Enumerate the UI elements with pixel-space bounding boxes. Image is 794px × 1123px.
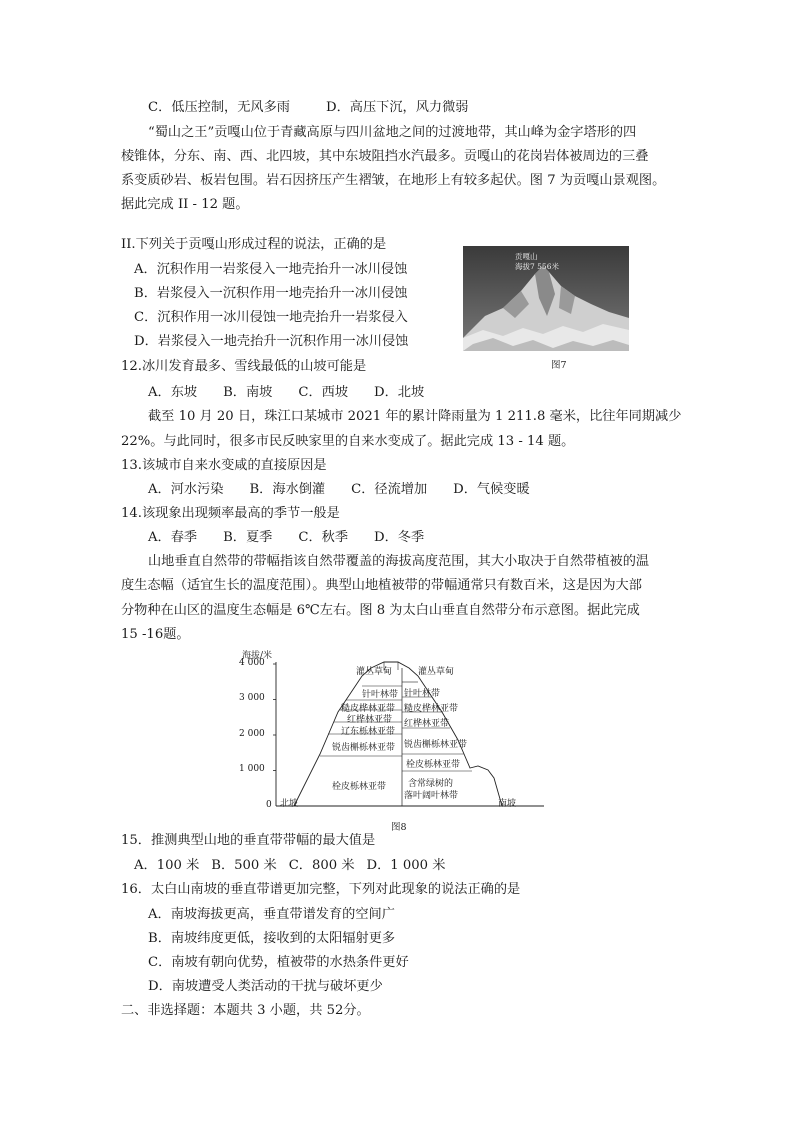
figure8-ytick-2000: 2 000 [239, 729, 265, 739]
q13-option-b: B．海水倒灌 [249, 482, 326, 497]
q14-option-b: B．夏季 [223, 530, 273, 545]
q13-options [148, 481, 556, 499]
figure8-south-slope-label: 南坡 [498, 799, 517, 809]
q14-options [148, 529, 450, 547]
passage1-line2: 棱锥体，分东、南、西、北四坡，其中东坡阻挡水汽最多。贡嘎山的花岗岩体被周边的三叠 [121, 149, 649, 164]
q12-option-a: A．东坡 [148, 385, 198, 400]
q12-option-b: B．南坡 [223, 385, 273, 400]
q11-option-a: A．沉积作用一岩浆侵入一地壳抬升一冰川侵蚀 [134, 262, 408, 277]
q13-option-d: D．气候变暖 [453, 482, 530, 497]
q11-option-c: C．沉积作用一冰川侵蚀一地壳抬升一岩浆侵入 [134, 310, 408, 325]
q15-options [134, 857, 445, 875]
q14-option-c: C．秋季 [298, 530, 349, 545]
passage1-line4: 据此完成 II - 12 题。 [121, 197, 249, 212]
q10-option-d: D．高压下沉，风力微弱 [326, 100, 469, 115]
south-belt-coniferous: 针叶林带 [404, 689, 441, 699]
south-belt-evergreen-line1: 含常绿树的 [408, 779, 454, 789]
passage3-line2: 度生态幅（适宜生长的温度范围）。典型山地植被带的带幅通常只有数百米，这是因为大部 [121, 578, 642, 593]
passage2-line1: 截至 10 月 20 日，珠江口某城市 2021 年的累计降雨量为 1 211.8 毫米，比往年同期减少 [148, 409, 682, 424]
figure8-vertical-zonation-diagram [236, 646, 556, 814]
passage3-line1: 山地垂直自然带的带幅指该自然带覆盖的海拔高度范围，其大小取决于自然带植被的温 [148, 554, 650, 569]
figure7-mountain-photo [463, 246, 629, 351]
figure8-ytick-3000: 3 000 [239, 693, 265, 703]
passage3-line4: 15 -16题。 [121, 627, 190, 642]
south-belt-sharp-tooth-oak: 锐齿槲栎林亚带 [404, 740, 468, 750]
north-belt-sharp-tooth-oak: 锐齿槲栎林亚带 [332, 743, 396, 753]
q16-option-a: A．南坡海拔更高，垂直带谱发育的空间广 [148, 907, 395, 922]
passage2-line2: 22%。与此同时，很多市民反映家里的自来水变成了。据此完成 13 - 14 题。 [121, 434, 575, 449]
north-belt-cork-oak: 栓皮栎林亚带 [332, 782, 387, 792]
figure7-caption: 图7 [551, 360, 567, 371]
q15-option-a: A．100 米 [134, 858, 200, 873]
q11-option-b: B．岩浆侵入一沉积作用一地壳抬升一冰川侵蚀 [134, 286, 408, 301]
q15-stem: 15．推测典型山地的垂直带带幅的最大值是 [121, 833, 376, 848]
passage3-line3: 分物种在山区的温度生态幅是 6℃左右。图 8 为太白山垂直自然带分布示意图。据此完成 [121, 603, 640, 618]
q15-option-c: C．800 米 [288, 858, 355, 873]
figure8-ytick-0: 0 [266, 800, 272, 810]
south-belt-evergreen-line2: 落叶阔叶林带 [404, 791, 459, 801]
q16-option-c: C．南坡有朝向优势，植被带的水热条件更好 [148, 955, 409, 970]
south-belt-rough-birch: 糙皮桦林亚带 [404, 704, 459, 714]
south-belt-red-birch: 红桦林亚带 [404, 719, 450, 729]
north-belt-red-birch: 红桦林亚带 [347, 715, 393, 725]
q11-stem: II.下列关于贡嘎山形成过程的说法，正确的是 [121, 237, 387, 252]
q12-option-d: D．北坡 [374, 385, 425, 400]
figure8-caption: 图8 [391, 822, 407, 833]
q12-stem: 12.冰川发育最多、雪线最低的山坡可能是 [121, 359, 367, 374]
q15-option-b: B．500 米 [211, 858, 277, 873]
q11-option-d: D．岩浆侵入一地壳抬升一沉积作用一冰川侵蚀 [134, 334, 409, 349]
q10-option-c: C．低压控制，无风多雨 [148, 100, 290, 115]
figure8-ytick-1000: 1 000 [239, 764, 265, 774]
figure7-label-altitude: 海拔7 556米 [515, 262, 559, 271]
q16-option-d: D．南坡遭受人类活动的干扰与破坏更少 [148, 979, 383, 994]
figure7-label-name: 贡嘎山 [515, 252, 538, 261]
q12-option-c: C．西坡 [298, 385, 349, 400]
south-belt-cork-oak: 栓皮栎林亚带 [406, 760, 461, 770]
q13-option-a: A．河水污染 [148, 482, 224, 497]
section2-heading: 二、非选择题：本题共 3 小题，共 52分。 [121, 1003, 370, 1018]
q14-stem: 14.该现象出现频率最高的季节一般是 [121, 506, 340, 521]
passage1-line3: 系变质砂岩、板岩包围。岩石因挤压产生褶皱，在地形上有较多起伏。图 7 为贡嘎山景观图。 [121, 173, 666, 188]
q16-stem: 16．太白山南坡的垂直带谱更加完整，下列对此现象的说法正确的是 [121, 882, 521, 897]
figure8-ytick-4000: 4 000 [239, 658, 265, 668]
passage1-line1: “蜀山之王”贡嘎山位于青藏高原与四川盆地之间的过渡地带，其山峰为金字塔形的四 [148, 125, 637, 140]
figure8-north-slope-label: 北坡 [280, 799, 299, 809]
q14-option-d: D．冬季 [374, 530, 425, 545]
north-belt-liaodong-oak: 辽东栎林亚带 [341, 727, 396, 737]
q13-stem: 13.该城市自来水变咸的直接原因是 [121, 458, 327, 473]
q15-option-d: D．1 000 米 [366, 858, 446, 873]
north-belt-shrub-meadow: 灌丛草甸 [356, 667, 393, 677]
q13-option-c: C．径流增加 [351, 482, 428, 497]
q14-option-a: A．春季 [148, 530, 198, 545]
q16-option-b: B．南坡纬度更低，接收到的太阳辐射更多 [148, 931, 396, 946]
north-belt-coniferous: 针叶林带 [362, 690, 399, 700]
q12-options [148, 384, 450, 402]
south-belt-shrub-meadow: 灌丛草甸 [418, 667, 455, 677]
figure8-y-axis-label: 海拔/米 [242, 651, 273, 661]
north-belt-rough-birch: 糙皮桦林亚带 [341, 704, 396, 714]
